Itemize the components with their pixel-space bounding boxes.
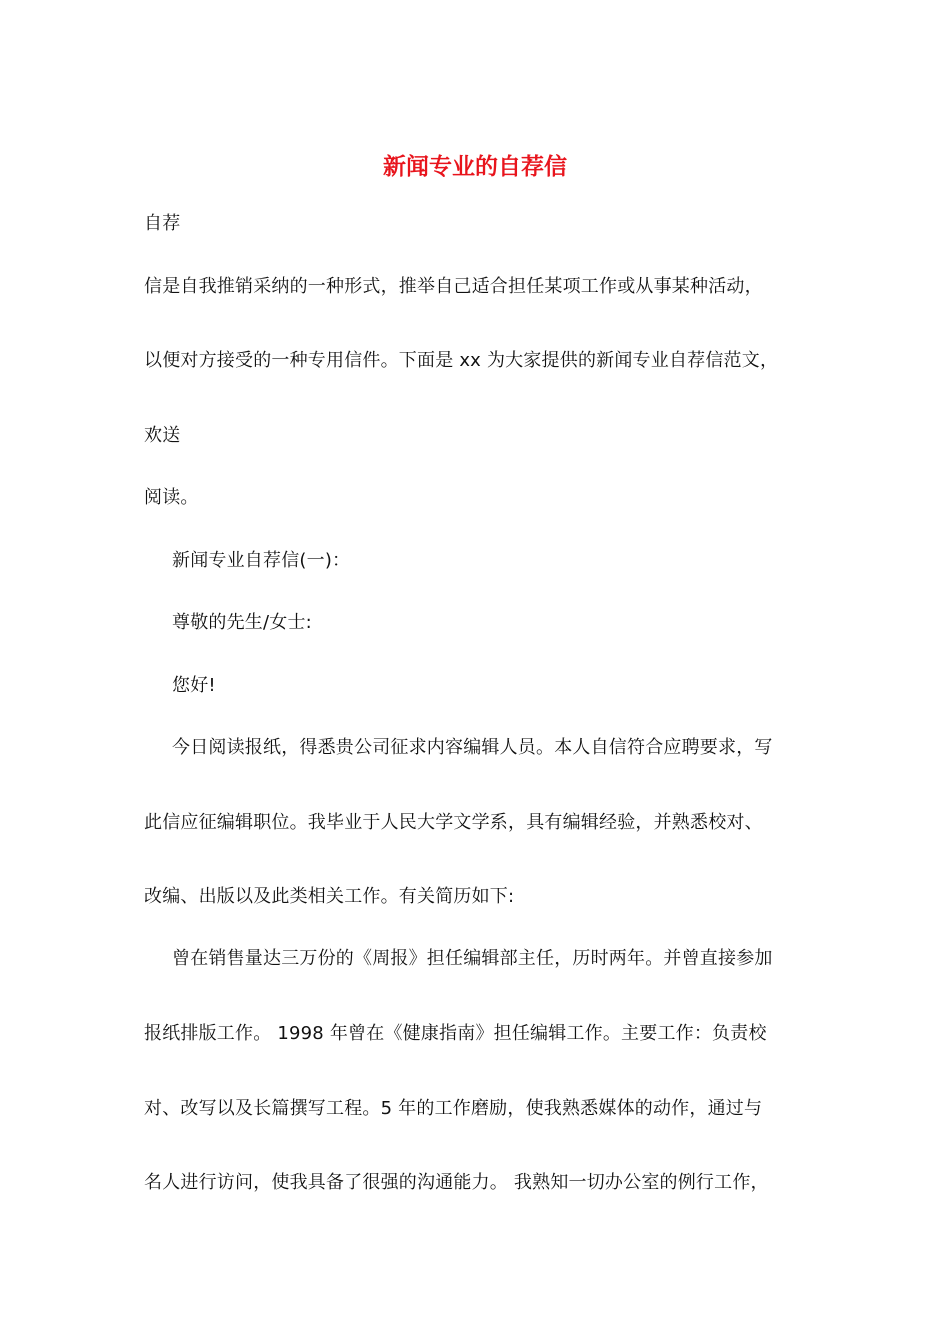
salutation: 尊敬的先生/女士: (172, 612, 312, 633)
paragraph-line: 曾在销售量达三万份的《周报》担任编辑部主任，历时两年。并曾直接参加 (172, 948, 773, 969)
document-title: 新闻专业的自荐信 (383, 154, 567, 180)
paragraph-line: 改编、出版以及此类相关工作。有关简历如下: (144, 886, 515, 907)
paragraph-line: 今日阅读报纸，得悉贵公司征求内容编辑人员。本人自信符合应聘要求，写 (172, 737, 773, 758)
paragraph-line: 自荐 (144, 213, 181, 234)
paragraph-line: 以便对方接受的一种专用信件。下面是 xx 为大家提供的新闻专业自荐信范文， (144, 350, 779, 371)
letter-heading: 新闻专业自荐信(一)： (172, 550, 351, 571)
paragraph-line: 对、改写以及长篇撰写工程。5 年的工作磨励，使我熟悉媒体的动作，通过与 (144, 1098, 763, 1119)
paragraph-line: 报纸排版工作。 1998 年曾在《健康指南》担任编辑工作。主要工作：负责校 (144, 1023, 767, 1044)
paragraph-line: 信是自我推销采纳的一种形式，推举自己适合担任某项工作或从事某种活动， (144, 276, 763, 297)
paragraph-line: 名人进行访问，使我具备了很强的沟通能力。 我熟知一切办公室的例行工作， (144, 1172, 769, 1193)
paragraph-line: 此信应征编辑职位。我毕业于人民大学文学系，具有编辑经验，并熟悉校对、 (144, 812, 763, 833)
greeting: 您好! (172, 675, 216, 696)
paragraph-line: 欢送 (144, 425, 181, 446)
paragraph-line: 阅读。 (144, 487, 199, 508)
